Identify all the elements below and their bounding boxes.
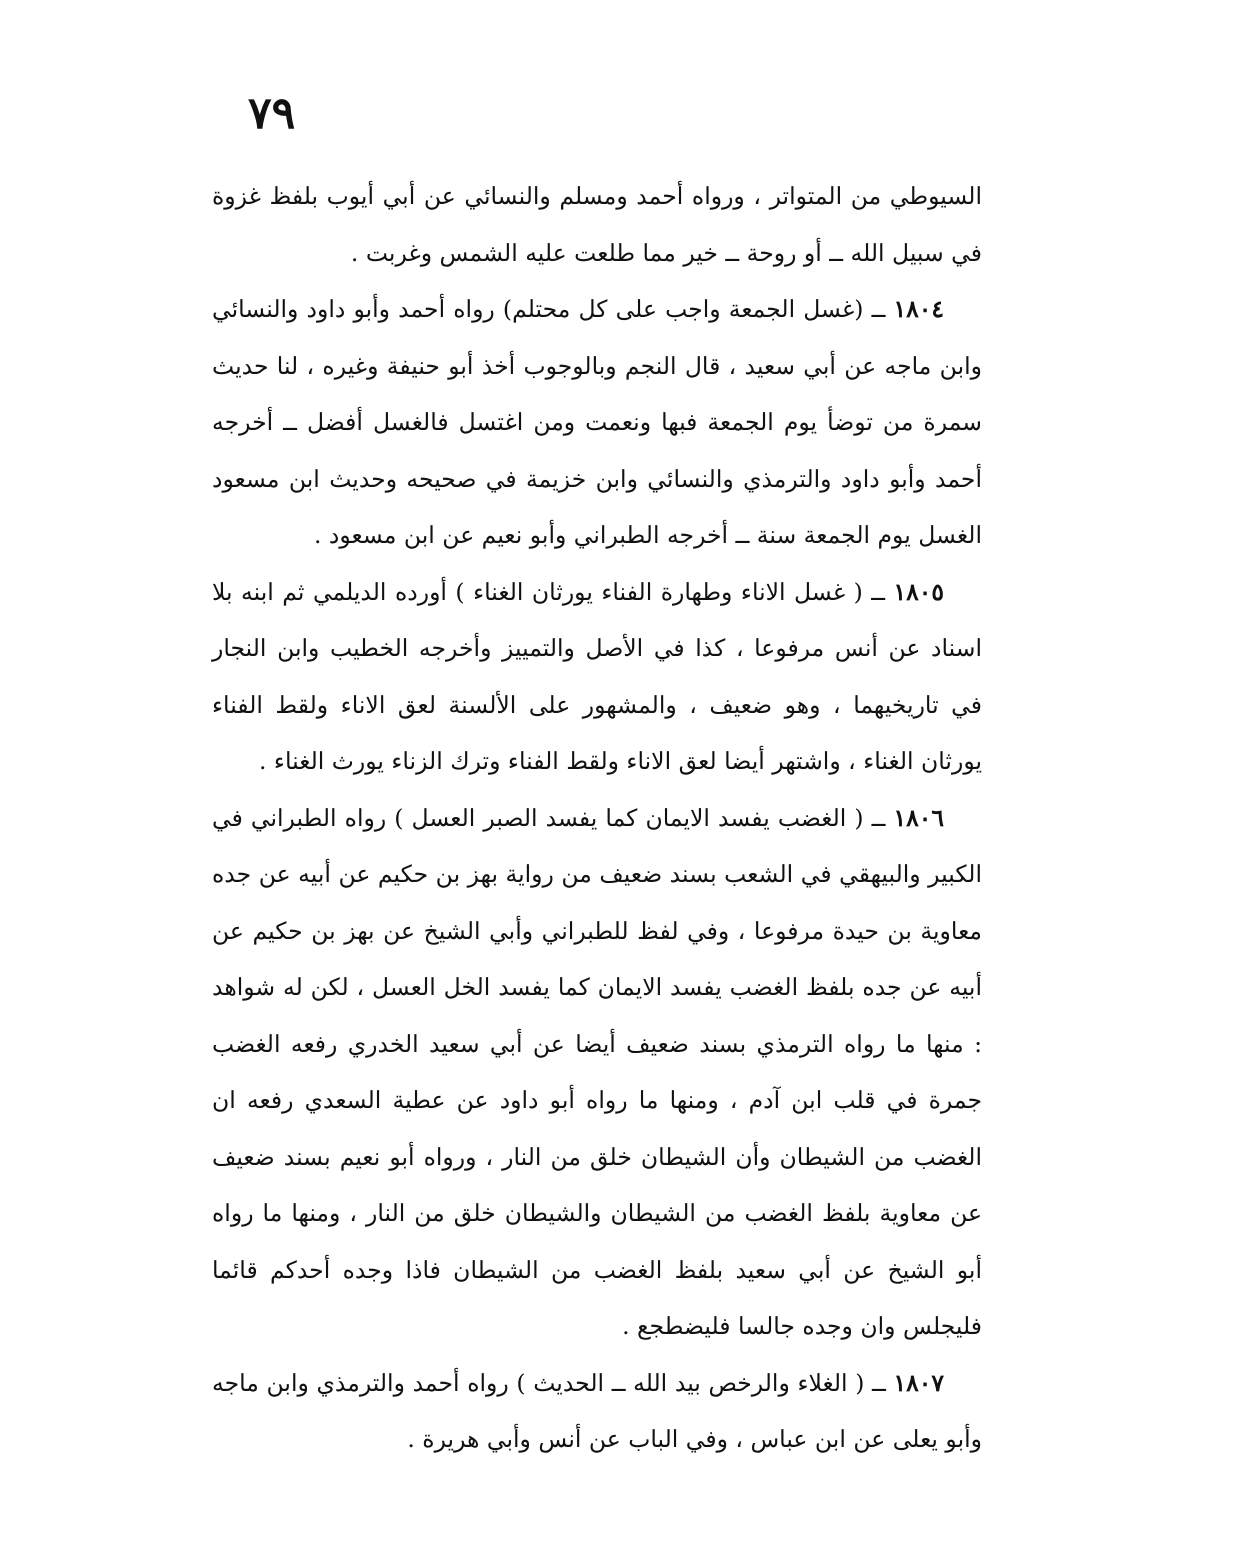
paragraph-text: ــ ( الغلاء والرخص بيد الله ــ الحديث ) رواه أحمد والترمذي وابن ماجه وأبو يعلى عن ابن عباس ، وفي الباب عن أنس وأبي هريرة .: [212, 1368, 982, 1453]
hadith-number: ١٨٠٤: [893, 295, 944, 323]
hadith-text-block: [212, 168, 982, 1468]
hadith-number: ١٨٠٧: [893, 1368, 944, 1397]
paragraph-continuation: [212, 168, 982, 281]
hadith-number: ١٨٠٦: [893, 803, 944, 832]
paragraph-hadith-1804: [212, 281, 982, 564]
paragraph-text: ــ (غسل الجمعة واجب على كل محتلم) رواه أحمد وأبو داود والنسائي وابن ماجه عن أبي سعيد ، قال النجم وبالوجوب أخذ أبو حنيفة وغيره ، لنا حديث سمرة من توضأ يوم الجمعة فبها ونعمت ومن اغتسل فالغسل أفضل ــ أخرجه أحمد وأبو داود والترمذي والنسائي وابن خزيمة في صحيحه وحديث ابن مسعود الغسل يوم الجمعة سنة ــ أخرجه الطبراني وأبو نعيم عن ابن مسعود .: [212, 295, 982, 549]
paragraph-text: السيوطي من المتواتر ، ورواه أحمد ومسلم والنسائي عن أبي أيوب بلفظ غزوة في سبيل الله ــ أو روحة ــ خير مما طلعت عليه الشمس وغربت .: [212, 182, 982, 267]
hadith-number: ١٨٠٥: [893, 577, 944, 606]
paragraph-hadith-1807: [212, 1355, 982, 1468]
paragraph-text: ــ ( غسل الاناء وطهارة الفناء يورثان الغناء ) أورده الديلمي ثم ابنه بلا اسناد عن أنس مرفوعا ، كذا في الأصل والتمييز وأخرجه الخطيب وابن النجار في تاريخيهما ، وهو ضعيف ، والمشهور على الألسنة لعق الاناء ولقط الفناء يورثان الغناء ، واشتهر أيضا لعق الاناء ولقط الفناء وترك الزناء يورث الغناء .: [212, 577, 982, 775]
paragraph-hadith-1806: [212, 790, 982, 1355]
paragraph-hadith-1805: [212, 564, 982, 790]
paragraph-text: ــ ( الغضب يفسد الايمان كما يفسد الصبر العسل ) رواه الطبراني في الكبير والبيهقي في الشعب بسند ضعيف من رواية بهز بن حكيم عن أبيه عن جده معاوية بن حيدة مرفوعا ، وفي لفظ للطبراني وأبي الشيخ عن بهز بن حكيم عن أبيه عن جده بلفظ الغضب يفسد الايمان كما يفسد الخل العسل ، لكن له شواهد : منها ما رواه الترمذي بسند ضعيف أيضا عن أبي سعيد الخدري رفعه الغضب جمرة في قلب ابن آدم ، ومنها ما رواه أبو داود عن عطية السعدي رفعه ان الغضب من الشيطان وأن الشيطان خلق من النار ، ورواه أبو نعيم بسند ضعيف عن معاوية بلفظ الغضب من الشيطان والشيطان خلق من النار ، ومنها ما رواه أبو الشيخ عن أبي سعيد بلفظ الغضب من الشيطان فاذا وجده أحدكم قائما فليجلس وان وجده جالسا فليضطجع .: [212, 803, 982, 1340]
page-number: ٧٩: [248, 88, 296, 139]
